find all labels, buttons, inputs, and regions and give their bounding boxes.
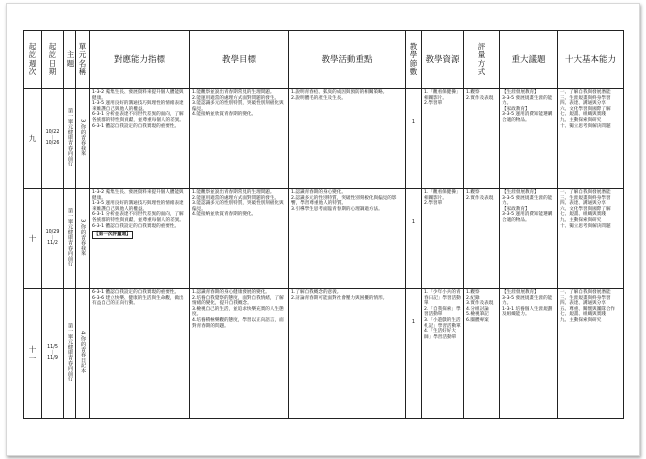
table-row: [24, 289, 624, 419]
week-cell: 十一: [24, 289, 42, 419]
activities-cell: 1.說明青春痘、狐臭的成因與預防的相關策略。 2.說明體毛的產生及生長。: [289, 89, 406, 189]
week-cell: 十: [24, 189, 42, 289]
header-abilities: 十大基本能力: [558, 31, 624, 89]
indicators-cell: 1-3-2 蒐集生長、發展資料來提升個人體能與健康。 1-3-5 運用良好的溝通技巧與理性的情緒表達來維護自己與他人的權益。 6-3-1 分析並表達不同世代差異的面向，了解各族群的特性與貢獻，並尊重每個人的差異。 6-3-1 體認自我設定的自我實現的重要性。 【第一次評量週】: [90, 189, 190, 289]
assessment-cell: 1.觀察 2.實作及表現: [464, 89, 500, 189]
abilities-cell: 一、了解自我與發展潛能 三、生涯規畫與終身學習 四、表達、溝通與分享 六、文化學習與國際了解 七、規畫、組織與實踐 九、主動探索與研究 十、獨立思考與解決問題: [558, 89, 624, 189]
resources-cell: 1.「觀看保健操」相關影片。 2.學習單: [422, 89, 464, 189]
issues-cell: 【生涯發展教育】 3-3-5 發展規畫生涯的能力。 【家政教育】 3-3-5 運用消費知能選購合適的物品。: [500, 189, 558, 289]
activities-cell: 1.了解自我概念的意義。 2.討論青春期可能面對社會壓力與困擾的情形。: [289, 289, 406, 419]
curriculum-table: [23, 30, 624, 419]
issues-cell: 【生涯發展教育】 3-3-5 發展規畫生涯的能力。 【家政教育】 3-3-5 運用消費知能選購合適的物品。: [500, 89, 558, 189]
resources-cell: 1.「少年小兵的青春日記」學習活動單 2.「自我探索」學習活動單 3.「小遊戲的生活札記」學習活動單 4.「生活好好大師」學習活動單: [422, 289, 464, 419]
week-cell: 九: [24, 89, 42, 189]
date-cell: 10/29 ｜ 11/2: [42, 189, 64, 289]
theme-cell: 第一單元健康青春向前行: [64, 289, 76, 419]
objectives-cell: 1.能觀察並說出青春期常見的生理問題。 2.能運用適當的處理方式面對問題的發生。 3.能認識多元的性別特質，突破性別刻板化與偏見。 4.能接納並欣賞青春期的變化。: [190, 189, 289, 289]
issues-cell: 【生涯發展教育】 3-3-5 發展規畫生涯的能力。 1-3-1 培養個人生涯規劃及組織能力。: [500, 289, 558, 419]
unit-cell: 4.你的青春日記本: [76, 289, 90, 419]
header-issues: 重大議題: [500, 31, 558, 89]
date-cell: 11/5 ｜ 11/9: [42, 289, 64, 419]
theme-cell: 第一單元健康青春向前行: [64, 189, 76, 289]
header-theme: 主題: [64, 31, 76, 89]
hours-cell: 1: [406, 89, 422, 189]
header-week: 起訖週次: [24, 31, 42, 89]
theme-cell: 第一單元健康青春向前行: [64, 89, 76, 189]
unit-cell: 3.你的青春我來: [76, 89, 90, 189]
header-resources: 教學資源: [422, 31, 464, 89]
table-header-row: [24, 31, 624, 89]
abilities-cell: 一、了解自我與發展潛能 三、生涯規畫與終身學習 四、表達、溝通與分享 五、尊重、關懷與團隊合作 七、規畫、組織與實踐 九、主動探索與研究: [558, 289, 624, 419]
document-page: [6, 3, 640, 456]
objectives-cell: 1.認識青春期的身心健康發展的變化。 2.培養自我覺察的態度，面對自我情緒，了解情緒的變化，提升自我概念。 3.檢視自己的生活，並追求快樂充實的人生態度。 4.培養積極樂觀的態度，學習以正向語言，面對青春期的問題。: [190, 289, 289, 419]
hours-cell: 1: [406, 289, 422, 419]
abilities-cell: 一、了解自我與發展潛能 三、生涯規畫與終身學習 四、表達、溝通與分享 六、文化學習與國際了解 七、規畫、組織與實踐 九、主動探索與研究 十、獨立思考與解決問題: [558, 189, 624, 289]
table-row: [24, 189, 624, 289]
activities-cell: 1.認識青春期的身心變化。 2.認識多元的性別特質，突破性別刻板化與偏見的影響，學習尊重他人的特質。 3.引導學生思考面臨青春期的心理調適方法。: [289, 189, 406, 289]
unit-cell: 3.你的青春我來: [76, 189, 90, 289]
header-unit: 單元名稱: [76, 31, 90, 89]
indicators-cell: 6-3-1 體認自我設定的自我實現的重要性。 6-3-6 建立快樂、健康的生活與生命觀，做出有益自己的正向行動。: [90, 289, 190, 419]
header-indicators: 對應能力指標: [90, 31, 190, 89]
date-cell: 10/22 ｜ 10/26: [42, 89, 64, 189]
header-hours: 教學節數: [406, 31, 422, 89]
assessment-cell: 1.觀察 2.紀錄 3.實作及表現 4.分組討論 5.檢視筆記 6.團體專案: [464, 289, 500, 419]
header-assessment: 評量方式: [464, 31, 500, 89]
table-row: [24, 89, 624, 189]
objectives-cell: 1.能觀察並說出青春期常見的生理問題。 2.能運用適當的處理方式面對問題的發生。 3.能認識多元的性別特質，突破性別刻板化與偏見。 4.能接納並欣賞青春期的變化。: [190, 89, 289, 189]
header-objectives: 教學目標: [190, 31, 289, 89]
assessment-week-label: 【第一次評量週】: [94, 232, 131, 238]
hours-cell: 1: [406, 189, 422, 289]
header-activities: 教學活動重點: [289, 31, 406, 89]
header-date: 起訖日期: [42, 31, 64, 89]
indicators-cell: 1-3-2 蒐集生長、發展資料來提升個人體能與健康。 1-3-5 運用良好的溝通技巧與理性的情緒表達來維護自己與他人的權益。 6-3-1 分析並表達不同世代差異的面向，了解各族群的特性與貢獻，並尊重每個人的差異。 6-3-1 體認自我設定的自我實現的重要性。: [90, 89, 190, 189]
resources-cell: 1.「觀看保健操」相關影片。 2.學習單: [422, 189, 464, 289]
assessment-cell: 1.觀察 2.實作及表現: [464, 189, 500, 289]
